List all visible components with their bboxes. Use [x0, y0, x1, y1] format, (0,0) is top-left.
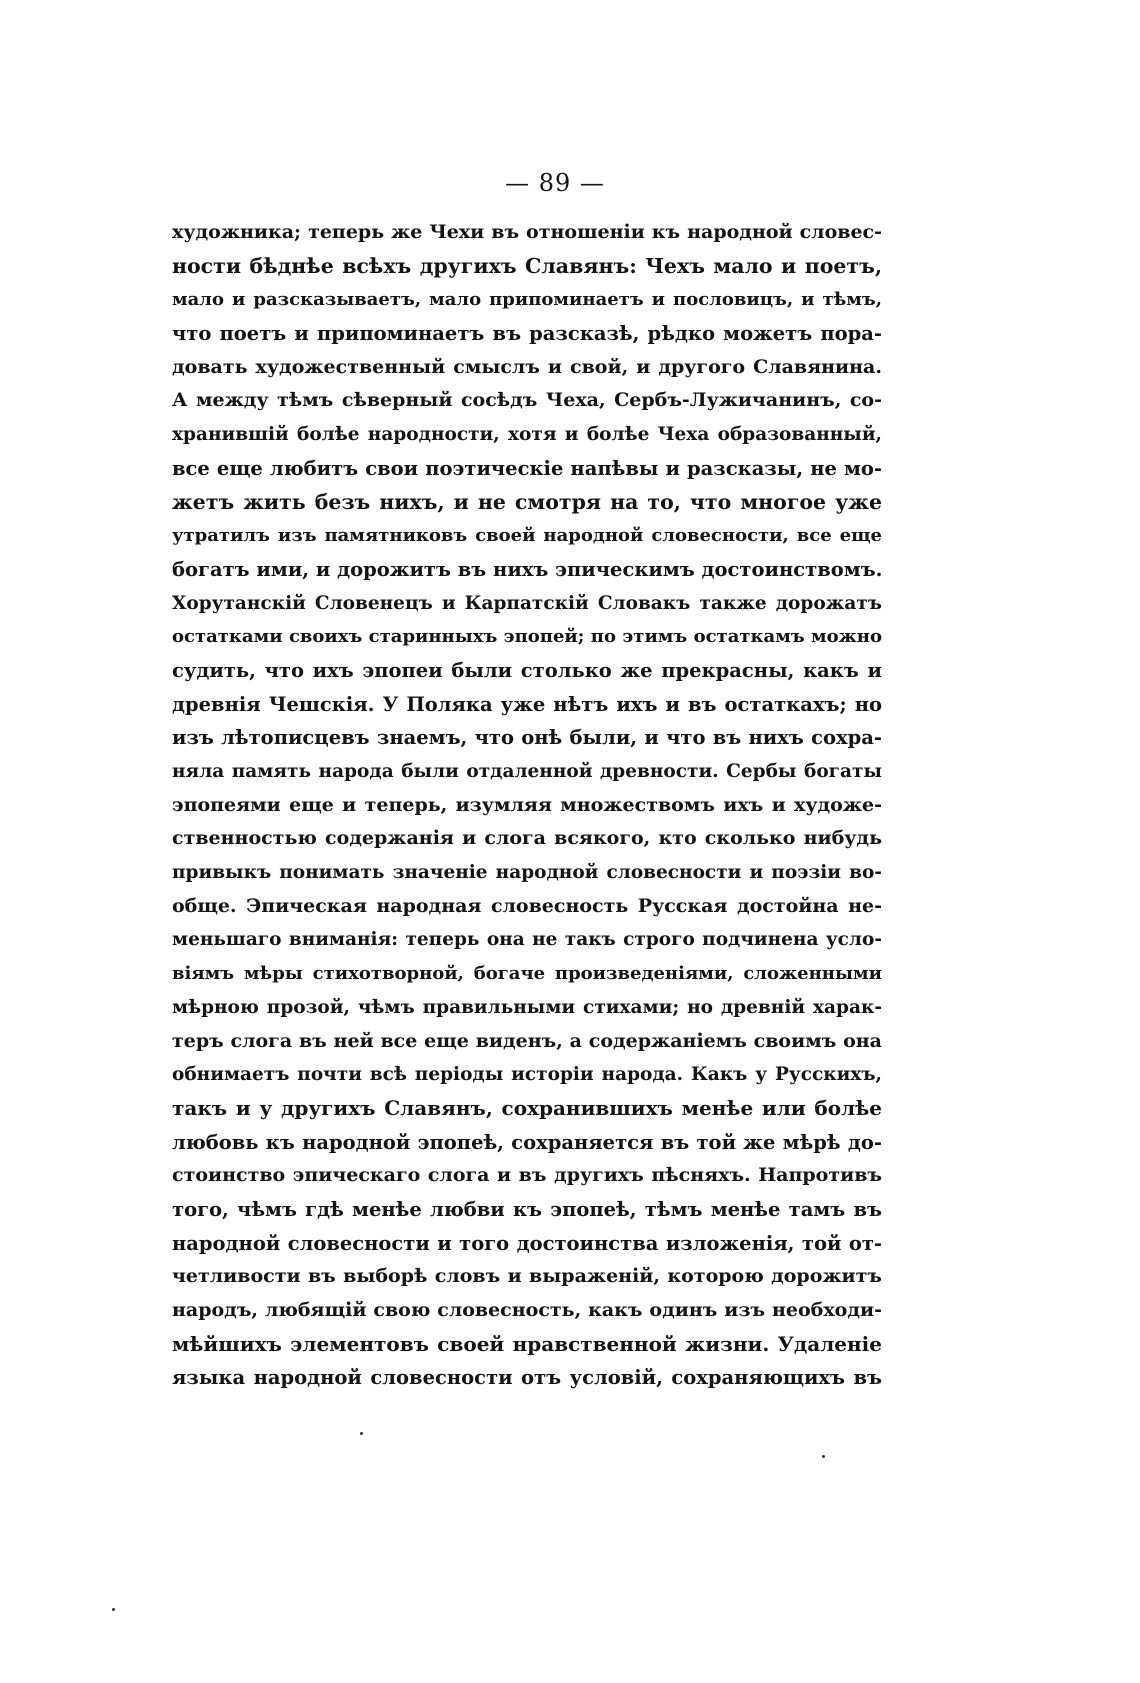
- text-line: народной словесности и того достоинства изложенія, той от-: [172, 1231, 882, 1255]
- text-line: эпопеями еще и теперь, изумляя множествомъ ихъ и художе-: [172, 793, 882, 816]
- body-text: [172, 216, 882, 1395]
- text-line: обще. Эпическая народная словесность Русская достойна не-: [172, 894, 882, 917]
- text-line: остатками своихъ старинныхъ эпопей; по этимъ остаткамъ можно: [172, 626, 882, 648]
- text-line: что поетъ и припоминаетъ въ разсказѣ, рѣдко можетъ пора-: [172, 322, 882, 346]
- text-line: мѣрною прозой, чѣмъ правильными стихами; но древній харак-: [172, 996, 882, 1018]
- text-line: языка народной словесности отъ условій, сохраняющихъ въ: [172, 1366, 882, 1390]
- text-line: довать художественный смыслъ и свой, и другого Славянина.: [172, 355, 882, 378]
- text-line: народъ, любящій свою словесность, какъ одинъ изъ необходи-: [172, 1299, 882, 1321]
- text-line: привыкъ понимать значеніе народной словесности и поэзіи во-: [172, 862, 882, 884]
- scan-speck: [360, 1432, 363, 1435]
- text-line: обнимаетъ почти всѣ періоды исторіи народа. Какъ у Русскихъ,: [172, 1064, 882, 1086]
- text-line: ственностью содержанія и слога всякого, кто сколько нибудь: [172, 827, 882, 850]
- page-number: — 89 —: [505, 169, 605, 197]
- text-line: віямъ мѣры стихотворной, богаче произведеніями, сложенными: [172, 963, 882, 985]
- text-line: меньшаго вниманія: теперь она не такъ строго подчинена усло-: [172, 929, 882, 951]
- text-line: Хорутанскій Словенецъ и Карпатскій Словакъ также дорожатъ: [172, 592, 882, 614]
- text-line: ности бѣднѣе всѣхъ другихъ Славянъ: Чехъ мало и поетъ,: [172, 253, 882, 278]
- text-line: любовь къ народной эпопеѣ, сохраняется въ той же мѣрѣ до-: [172, 1130, 882, 1154]
- text-line: мѣйшихъ элементовъ своей нравственной жизни. Удаленіе: [172, 1331, 882, 1356]
- text-line: няла память народа были отдаленной древности. Сербы богаты: [172, 761, 882, 782]
- text-line: жетъ жить безъ нихъ, и не смотря на то, что многое уже: [172, 489, 882, 514]
- text-line: богатъ ими, и дорожитъ въ нихъ эпическимъ достоинствомъ.: [172, 557, 882, 581]
- text-line: изъ лѣтописцевъ знаемъ, что онѣ были, и что въ нихъ сохра-: [172, 726, 882, 750]
- text-line: хранившій болѣе народности, хотя и болѣе Чеха образованный,: [172, 424, 882, 446]
- text-line: А между тѣмъ сѣверный сосѣдъ Чеха, Сербъ-Лужичанинъ, со-: [172, 389, 882, 412]
- text-line: утратилъ изъ памятниковъ своей народной словесности, все еще: [172, 525, 882, 547]
- text-line: мало и разсказываетъ, мало припоминаетъ и пословицъ, и тѣмъ,: [172, 289, 882, 311]
- text-line: все еще любитъ свои поэтическіе напѣвы и разсказы, не мо-: [172, 456, 882, 480]
- text-line: такъ и у другихъ Славянъ, сохранившихъ менѣе или болѣе: [172, 1095, 882, 1120]
- text-line: теръ слога въ ней все еще виденъ, а содержаніемъ своимъ она: [172, 1029, 882, 1052]
- text-line: древнія Чешскія. У Поляка уже нѣтъ ихъ и въ остаткахъ; но: [172, 692, 882, 716]
- text-line: того, чѣмъ гдѣ менѣе любви къ эпопеѣ, тѣмъ менѣе тамъ въ: [172, 1197, 882, 1221]
- text-line: четливости въ выборѣ словъ и выраженій, которою дорожитъ: [172, 1265, 882, 1288]
- scan-speck: [822, 1455, 825, 1458]
- text-line: художника; теперь же Чехи въ отношеніи къ народной словес-: [172, 221, 882, 243]
- text-line: стоинство эпическаго слога и въ другихъ пѣсняхъ. Напротивъ: [172, 1164, 882, 1187]
- scan-speck: [112, 1608, 115, 1611]
- text-line: судить, что ихъ эпопеи были столько же прекрасны, какъ и: [172, 658, 882, 682]
